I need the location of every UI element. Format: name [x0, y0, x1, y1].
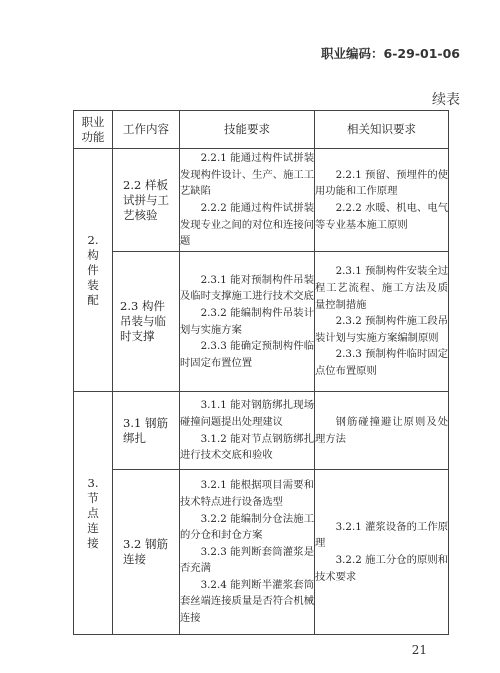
skill-item: 2.3.1 能对预制构件吊装及临时支撑施工进行技术交底	[180, 273, 314, 303]
skill-item: 3.2.3 能判断套筒灌浆是否充满	[180, 545, 314, 575]
knowledge-item: 3.2.1 灌浆设备的工作原理	[315, 520, 448, 550]
content-name: 2.3 构件吊装与临时支撑	[120, 299, 166, 343]
skill-item: 2.2.2 能通过构件试拼装发现专业之间的对位和连接问题	[180, 202, 314, 248]
job-code: 职业编码：6-29-01-06	[321, 46, 460, 61]
content-cell	[113, 149, 180, 252]
skill-item: 3.2.2 能编制分仓法施工的分仓和封仓方案	[180, 512, 314, 542]
continued-label: 续表	[432, 92, 460, 108]
table-row	[74, 252, 449, 392]
table-row	[74, 392, 449, 470]
content-name: 2.2 样板试拼与工艺核验	[123, 177, 169, 222]
skill-item: 2.3.3 能确定预制构件临时固定布置位置	[180, 340, 314, 369]
skill-item: 2.3.2 能编制构件吊装计划与实施方案	[180, 306, 314, 336]
table-row	[74, 470, 449, 635]
skill-cell	[180, 392, 315, 470]
knowledge-item: 2.3.1 预制构件安装全过程工艺流程、施工方法及质量控制措施	[315, 265, 448, 311]
function-name: 2.构件装配	[87, 232, 99, 307]
content-name: 3.2 钢筋连接	[123, 537, 168, 566]
content-cell	[113, 392, 180, 470]
table-row	[74, 149, 449, 252]
knowledge-cell	[315, 392, 449, 470]
content-name: 3.1 钢筋绑扎	[123, 415, 168, 445]
knowledge-item: 2.3.3 预制构件临时固定点位布置原则	[315, 348, 448, 377]
header-content: 工作内容	[113, 111, 180, 149]
header-function-text: 职业功能	[81, 114, 105, 144]
skill-cell	[180, 470, 315, 635]
knowledge-cell	[315, 470, 449, 635]
skill-cell	[180, 149, 315, 252]
knowledge-cell	[315, 149, 449, 252]
skills-table	[73, 110, 449, 635]
function-cell	[74, 149, 113, 392]
knowledge-item: 钢筋碰撞避让原则及处理方法	[315, 415, 448, 445]
content-cell	[113, 470, 180, 635]
header-skill: 技能要求	[180, 111, 315, 149]
skill-cell	[180, 252, 315, 392]
header-function	[74, 111, 113, 149]
header-knowledge: 相关知识要求	[315, 111, 449, 149]
content-cell	[113, 252, 180, 392]
skill-item: 2.2.1 能通过构件试拼装发现构件设计、生产、施工工艺缺陷	[180, 152, 314, 198]
function-name: 3.节点连接	[87, 475, 99, 550]
skill-item: 3.1.1 能对钢筋绑扎现场碰撞问题提出处理建议	[180, 399, 314, 428]
skill-item: 3.2.1 能根据项目需要和技术特点进行设备选型	[180, 479, 314, 508]
table-header-row	[74, 111, 449, 149]
function-cell	[74, 392, 113, 635]
knowledge-item: 2.2.2 水暖、机电、电气等专业基本施工原则	[315, 202, 448, 231]
knowledge-item: 3.2.2 施工分仓的原则和技术要求	[315, 554, 448, 583]
knowledge-item: 2.2.1 预留、预埋件的使用功能和工作原理	[315, 168, 448, 198]
page-number: 21	[411, 643, 427, 657]
skill-item: 3.1.2 能对节点钢筋绑扎进行技术交底和验收	[180, 432, 314, 462]
knowledge-cell	[315, 252, 449, 392]
skill-item: 3.2.4 能判断半灌浆套筒套丝端连接质量是否符合机械连接	[180, 578, 314, 625]
knowledge-item: 2.3.2 预制构件施工段吊装计划与实施方案编制原则	[315, 315, 448, 344]
